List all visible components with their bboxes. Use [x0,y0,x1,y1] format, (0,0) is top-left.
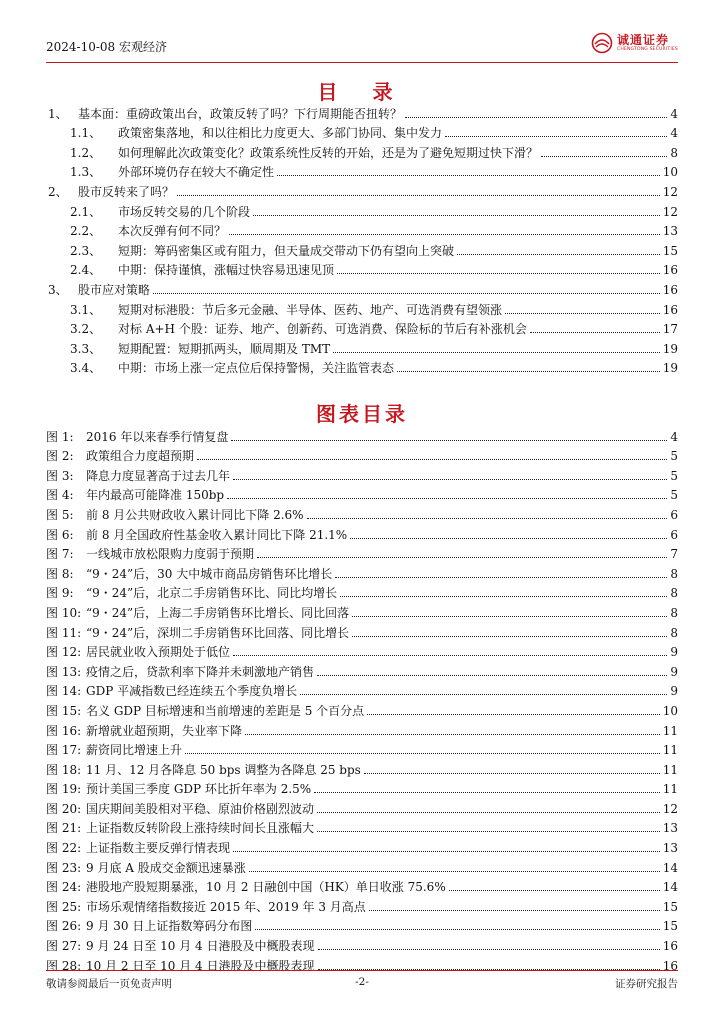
entry-title: “9・24”后，上海二手房销售环比增长、同比回落 [86,605,350,620]
toc-entry[interactable] [46,297,678,317]
entry-page: 15 [662,919,678,934]
entry-title: 政策密集落地，和以往相比力度更大、多部门协同、集中发力 [118,126,443,141]
dot-leader [317,675,667,676]
entry-number: 图 5: [46,507,74,522]
entry-number: 图 6: [46,527,74,542]
entry-title: 港股地产股短期暴涨，10 月 2 日融创中国（HK）单日收涨 75.6% [86,880,446,895]
entry-number: 图 10: [46,605,82,620]
figure-entry[interactable] [46,581,678,601]
entry-number: 图 19: [46,782,82,797]
dot-leader [352,636,667,637]
entry-title: 居民就业收入预期处于低位 [86,645,231,660]
dot-leader [314,792,660,793]
entry-number: 图 2: [46,449,74,464]
dot-leader [364,773,660,774]
figure-entry[interactable] [46,620,678,640]
entry-number: 3.4、 [70,361,102,376]
entry-number: 图 24: [46,880,82,895]
entry-page: 11 [662,762,678,777]
toc-entry[interactable] [46,160,678,180]
entry-number: 2、 [48,184,68,199]
entry-title: 政策组合力度超预期 [86,449,195,464]
entry-title: 2016 年以来春季行情复盘 [86,429,229,444]
entry-page: 6 [670,507,678,522]
toc-entry[interactable] [46,277,678,297]
entry-number: 1.1、 [70,126,102,141]
entry-page: 14 [662,860,678,875]
entry-page: 8 [670,605,678,620]
entry-title: 9 月 30 日上证指数筹码分布图 [86,919,253,934]
dot-leader [233,851,660,852]
dot-leader [253,215,660,216]
entry-title: 本次反弹有何不同？ [118,224,227,239]
figure-entry[interactable] [46,483,678,503]
entry-title: 10 月 2 日至 10 月 4 日港股及中概股表现 [86,958,315,973]
entry-page: 4 [670,106,678,121]
dot-leader [405,117,667,118]
entry-title: “9・24”后，北京二手房销售环比、同比均增长 [86,586,338,601]
entry-page: 8 [670,586,678,601]
logo-cn-text: 诚通证券 [616,32,669,47]
entry-page: 10 [662,165,678,180]
dot-leader [397,371,660,372]
entry-number: 图 21: [46,821,82,836]
dot-leader [340,596,667,597]
entry-title: 市场乐观情绪指数接近 2015 年、2019 年 3 月高点 [86,899,366,914]
dot-leader [229,234,660,235]
dot-leader [367,714,660,715]
entry-title: 基本面：重磅政策出台，政策反转了吗？下行周期能否扭转？ [78,106,403,121]
dot-leader [335,577,667,578]
dot-leader [300,694,667,695]
entry-title: 如何理解此次政策变化？政策系统性反转的开始，还是为了避免短期过快下滑？ [118,145,539,160]
toc-entry[interactable] [46,258,678,278]
figure-entry[interactable] [46,835,678,855]
dot-leader [307,518,668,519]
entry-number: 图 1: [46,429,74,444]
dot-leader [233,479,667,480]
entry-title: 一线城市放松限购力度弱于预期 [86,547,255,562]
entry-title: 市场反转交易的几个阶段 [118,204,251,219]
entry-title: 上证指数主要反弹行情表现 [86,841,231,856]
figure-entry[interactable] [46,796,678,816]
entry-number: 图 9: [46,586,74,601]
entry-page: 14 [662,880,678,895]
entry-number: 图 18: [46,762,82,777]
figure-entry[interactable] [46,738,678,758]
figure-entry[interactable] [46,718,678,738]
entry-number: 3.2、 [70,322,102,337]
dot-leader [337,273,660,274]
entry-title: 疫情之后，贷款利率下降并未刺激地产销售 [86,664,315,679]
figure-entry[interactable] [46,444,678,464]
entry-page: 19 [662,361,678,376]
entry-title: 中期：市场上涨一定点位后保持警惕，关注监管表态 [118,361,395,376]
entry-number: 2.3、 [70,243,102,258]
dot-leader [445,136,667,137]
dot-leader [177,195,660,196]
figure-list [46,424,678,973]
dot-leader [352,616,667,617]
entry-title: 外部环境仍存在较大不确定性 [118,165,275,180]
entry-page: 9 [670,645,678,660]
footer-report-type: 证券研究报告 [615,978,678,990]
entry-title: “9・24”后，30 大中城市商品房销售环比增长 [86,566,333,581]
entry-number: 图 8: [46,566,74,581]
entry-title: 降息力度显著高于过去几年 [86,468,231,483]
entry-title: 对标 A+H 个股：证券、地产、创新药、可选消费、保险标的节后有补涨机会 [118,322,527,337]
entry-title: 短期配置：短期抓两头，顺周期及 TMT [118,341,331,356]
dot-leader [369,910,660,911]
entry-page: 16 [662,263,678,278]
entry-number: 图 20: [46,801,82,816]
entry-title: 股市应对策略 [78,282,151,297]
entry-title: 预计美国三季度 GDP 环比折年率为 2.5% [86,782,312,797]
figure-entry[interactable] [46,502,678,522]
entry-page: 12 [662,184,678,199]
entry-page: 5 [670,468,678,483]
entry-number: 图 28: [46,958,82,973]
entry-page: 8 [670,145,678,160]
entry-title: 短期对标港股：节后多元金融、半导体、医药、地产、可选消费有望领涨 [118,302,503,317]
entry-page: 12 [662,204,678,219]
footer-disclaimer: 敬请参阅最后一页免责声明 [46,978,172,990]
entry-page: 5 [670,488,678,503]
entry-number: 图 22: [46,841,82,856]
header-divider [46,62,678,63]
figure-entry[interactable] [46,640,678,660]
entry-title: 年内最高可能降准 150bp [86,488,225,503]
header-date-category: 2024-10-08 宏观经济 [46,40,168,54]
dot-leader [317,831,660,832]
dot-leader [249,871,660,872]
entry-page: 12 [662,801,678,816]
entry-number: 3、 [48,282,68,297]
entry-page: 11 [662,723,678,738]
entry-number: 图 15: [46,703,82,718]
entry-number: 2.1、 [70,204,102,219]
dot-leader [318,949,660,950]
entry-title: 股市反转来了吗？ [78,184,175,199]
figure-entry[interactable] [46,561,678,581]
figure-entry[interactable] [46,463,678,483]
dot-leader [153,293,660,294]
figure-entry[interactable] [46,659,678,679]
dot-leader [227,498,667,499]
entry-page: 5 [670,449,678,464]
figure-entry[interactable] [46,914,678,934]
page-footer [46,976,678,990]
dot-leader [333,352,660,353]
entry-number: 3.1、 [70,302,102,317]
entry-page: 13 [662,821,678,836]
toc-entry[interactable] [46,179,678,199]
entry-number: 1.2、 [70,145,102,160]
brand-logo [591,32,678,54]
entry-number: 2.4、 [70,263,102,278]
entry-number: 图 13: [46,664,82,679]
figure-entry[interactable] [46,933,678,953]
entry-title: 国庆期间美股相对平稳、原油价格剧烈波动 [86,801,315,816]
entry-title: 上证指数反转阶段上涨持续时间长且涨幅大 [86,821,315,836]
dot-leader [185,753,660,754]
figure-entry[interactable] [46,424,678,444]
entry-page: 9 [670,684,678,699]
figure-entry[interactable] [46,757,678,777]
entry-page: 13 [662,841,678,856]
entry-title: 中期：保持谨慎，涨幅过快容易迅速见顶 [118,263,335,278]
entry-page: 8 [670,566,678,581]
dot-leader [245,734,660,735]
dot-leader [350,538,667,539]
entry-title: 11 月、12 月各降息 50 bps 调整为各降息 25 bps [86,762,361,777]
entry-number: 2.2、 [70,224,102,239]
toc-title: 目 录 [317,80,407,104]
entry-page: 4 [670,126,678,141]
entry-number: 1、 [48,106,68,121]
entry-page: 16 [662,939,678,954]
dot-leader [197,459,667,460]
entry-page: 9 [670,664,678,679]
entry-page: 8 [670,625,678,640]
entry-number: 图 27: [46,939,82,954]
logo-en-text: CHENGTONG SECURITIES [616,46,678,52]
entry-page: 11 [662,782,678,797]
entry-page: 11 [662,743,678,758]
entry-page: 6 [670,527,678,542]
entry-title: 短期：筹码密集区或有阻力，但天量成交带动下仍有望向上突破 [118,243,455,258]
dot-leader [233,655,667,656]
entry-page: 15 [662,899,678,914]
entry-page: 4 [670,429,678,444]
footer-page-number: -2- [355,976,369,988]
entry-number: 图 7: [46,547,74,562]
entry-number: 图 16: [46,723,82,738]
entry-page: 16 [662,302,678,317]
entry-number: 3.3、 [70,341,102,356]
entry-number: 图 4: [46,488,74,503]
entry-title: GDP 平减指数已经连续五个季度负增长 [86,684,298,699]
figure-list-title: 图表目录 [316,402,408,426]
figure-entry[interactable] [46,522,678,542]
entry-number: 图 17: [46,743,82,758]
figure-entry[interactable] [46,679,678,699]
entry-title: 新增就业超预期，失业率下降 [86,723,243,738]
entry-title: 前 8 月公共财政收入累计同比下降 2.6% [86,507,304,522]
dot-leader [317,812,660,813]
figure-entry[interactable] [46,542,678,562]
dot-leader [231,440,667,441]
entry-page: 7 [670,547,678,562]
toc-entry[interactable] [46,199,678,219]
entry-page: 19 [662,341,678,356]
entry-number: 图 3: [46,468,74,483]
entry-number: 图 26: [46,919,82,934]
dot-leader [541,156,667,157]
page-header [46,28,678,64]
entry-page: 10 [662,703,678,718]
dot-leader [449,890,660,891]
toc-entry[interactable] [46,140,678,160]
entry-number: 图 14: [46,684,82,699]
dot-leader [277,175,660,176]
entry-title: 9 月底 A 股成交金额迅速暴涨 [86,860,246,875]
entry-number: 图 25: [46,899,82,914]
entry-title: 9 月 24 日至 10 月 4 日港股及中概股表现 [86,939,315,954]
figure-entry[interactable] [46,777,678,797]
entry-page: 16 [662,282,678,297]
toc-entry[interactable] [46,101,678,121]
entry-number: 图 11: [46,625,82,640]
dot-leader [457,254,660,255]
footer-divider [46,970,678,971]
logo-mark-icon [591,32,613,54]
entry-number: 1.3、 [70,165,102,180]
figure-entry[interactable] [46,698,678,718]
figure-entry[interactable] [46,816,678,836]
dot-leader [257,557,667,558]
entry-page: 15 [662,243,678,258]
entry-title: 前 8 月全国政府性基金收入累计同比下降 21.1% [86,527,348,542]
figure-entry[interactable] [46,855,678,875]
entry-title: 名义 GDP 目标增速和当前增速的差距是 5 个百分点 [86,703,365,718]
toc-entry[interactable] [46,238,678,258]
toc-entry[interactable] [46,219,678,239]
entry-title: “9・24”后，深圳二手房销售环比回落、同比增长 [86,625,350,640]
entry-page: 17 [662,322,678,337]
toc-entry[interactable] [46,121,678,141]
figure-entry[interactable] [46,894,678,914]
toc-entry[interactable] [46,317,678,337]
toc-entry[interactable] [46,336,678,356]
entry-title: 薪资同比增速上升 [86,743,183,758]
entry-number: 图 12: [46,645,82,660]
figure-entry[interactable] [46,600,678,620]
entry-page: 13 [662,224,678,239]
dot-leader [530,332,660,333]
entry-page: 16 [662,958,678,973]
dot-leader [255,929,659,930]
figure-entry[interactable] [46,875,678,895]
table-of-contents [46,101,678,375]
dot-leader [505,313,660,314]
toc-entry[interactable] [46,356,678,376]
entry-number: 图 23: [46,860,82,875]
